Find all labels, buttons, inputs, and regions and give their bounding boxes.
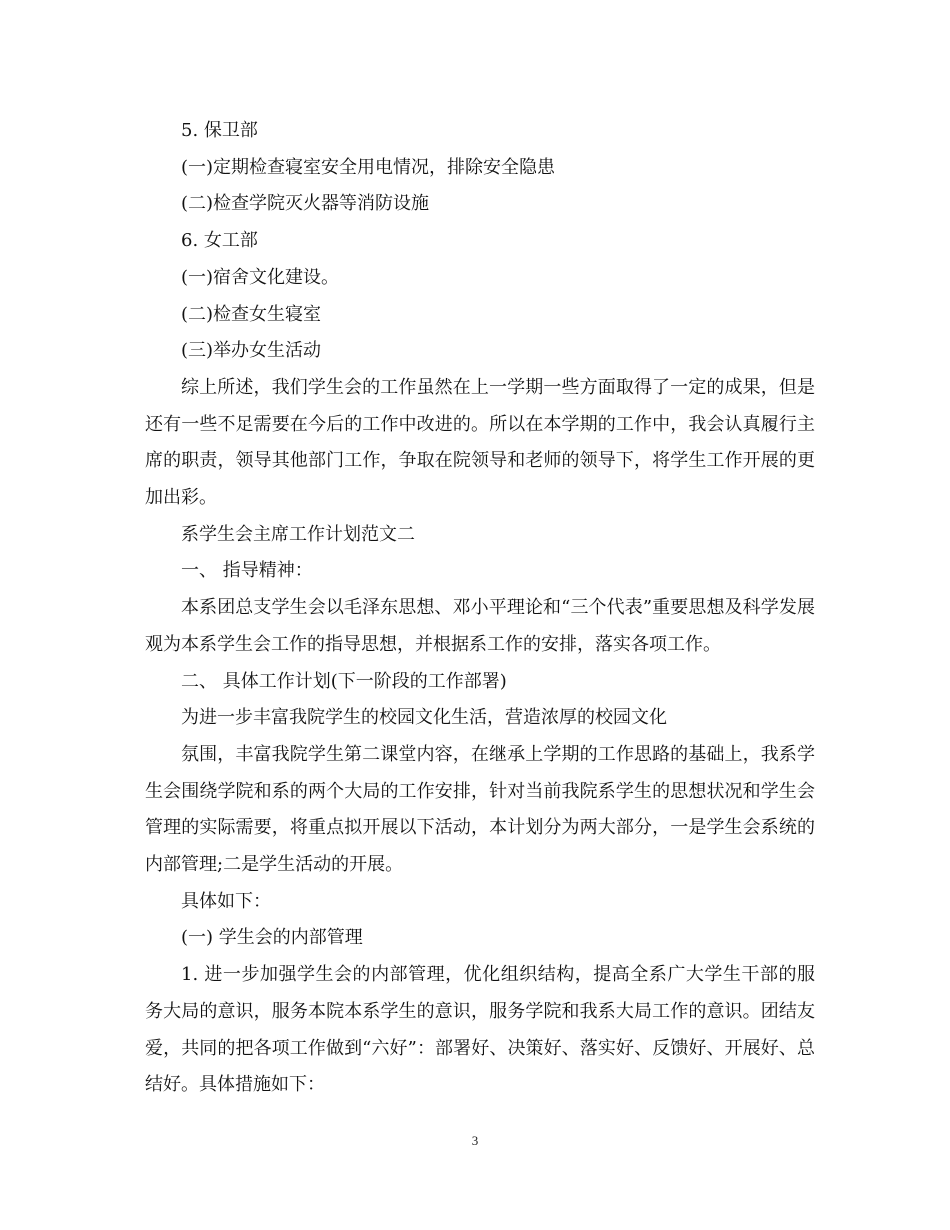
list-item: (一)定期检查寝室安全用电情况，排除安全隐患 [181, 156, 556, 178]
list-item: (三)举办女生活动 [181, 340, 322, 362]
subsection-heading-internal-management: (一) 学生会的内部管理 [181, 927, 363, 949]
body-paragraph: 具体如下： [181, 890, 271, 912]
body-paragraph: 1. 进一步加强学生会的内部管理，优化组织结构，提高全系广大学生干部的服务大局的意识，服务本院本系学生的意识，服务学院和我系大局工作的意识。团结友爱，共同的把各项工作做到“六好”：部署好、决策好、落实好、反馈好、开展好、总结好。具体措施如下： [145, 964, 815, 1096]
page-number: 3 [471, 1133, 479, 1148]
section-heading-guiding-spirit: 一、 指导精神： [181, 560, 313, 582]
summary-paragraph: 综上所述，我们学生会的工作虽然在上一学期一些方面取得了一定的成果，但是还有一些不足需要在今后的工作中改进的。所以在本学期的工作中，我会认真履行主席的职责，领导其他部门工作，争取在院领导和老师的领导下，将学生工作开展的更加出彩。 [145, 376, 815, 509]
body-paragraph: 本系团总支学生会以毛泽东思想、邓小平理论和“三个代表”重要思想及科学发展观为本系学生会工作的指导思想，并根据系工作的安排，落实各项工作。 [145, 597, 815, 655]
document-body [145, 113, 815, 1104]
body-paragraph: 为进一步丰富我院学生的校园文化生活，营造浓厚的校园文化 [181, 707, 667, 729]
section-heading-security: 5. 保卫部 [181, 120, 258, 141]
document-title-two: 系学生会主席工作计划范文二 [181, 523, 415, 545]
body-paragraph: 氛围，丰富我院学生第二课堂内容，在继承上学期的工作思路的基础上，我系学生会围绕学院和系的两个大局的工作安排，针对当前我院系学生的思想状况和学生会管理的实际需要，将重点拟开展以下活动，本计划分为两大部分，一是学生会系统的内部管理;二是学生活动的开展。 [145, 743, 815, 876]
list-item: (一)宿舍文化建设。 [181, 266, 340, 288]
list-item: (二)检查女生寝室 [181, 303, 322, 325]
section-heading-women: 6. 女工部 [181, 230, 258, 252]
section-heading-work-plan: 二、 具体工作计划(下一阶段的工作部署) [181, 670, 507, 692]
list-item: (二)检查学院灭火器等消防设施 [181, 193, 430, 215]
